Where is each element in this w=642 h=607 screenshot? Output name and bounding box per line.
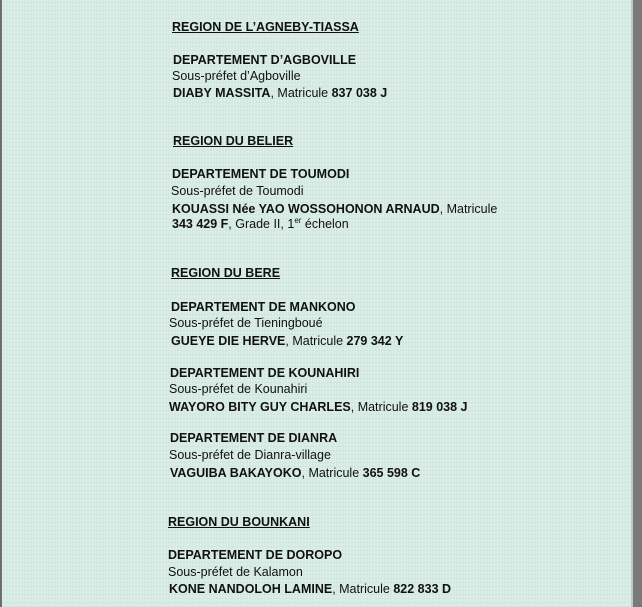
department-heading: DEPARTEMENT DE TOUMODI bbox=[172, 167, 350, 181]
region-heading: REGION DU BELIER bbox=[173, 134, 294, 148]
department-heading: DEPARTEMENT DE DIANRA bbox=[170, 431, 338, 445]
appointee-line bbox=[172, 202, 497, 217]
region-heading: REGION DE L’AGNEBY-TIASSA bbox=[172, 20, 359, 34]
matricule-number: 822 833 D bbox=[393, 582, 452, 596]
appointee-name: WAYORO BITY GUY CHARLES bbox=[169, 400, 351, 414]
document-content bbox=[2, 0, 631, 607]
department-heading: DEPARTEMENT DE KOUNAHIRI bbox=[170, 366, 360, 380]
department-heading: DEPARTEMENT DE DOROPO bbox=[168, 548, 343, 562]
viewer-scrollbar[interactable] bbox=[633, 0, 642, 607]
matricule-number: 279 342 Y bbox=[346, 334, 404, 348]
appointee-line bbox=[169, 400, 468, 415]
matricule-label: , Matricule bbox=[350, 400, 412, 414]
matricule-number: 365 598 C bbox=[362, 466, 421, 480]
grade-tail: échelon bbox=[301, 217, 349, 231]
post-title: Sous-préfet de Kounahiri bbox=[169, 382, 308, 396]
matricule-label: , Matricule bbox=[285, 334, 347, 348]
post-title: Sous-préfet de Dianra-village bbox=[169, 448, 331, 462]
appointee-name: KOUASSI Née YAO WOSSOHONON ARNAUD bbox=[172, 202, 440, 216]
appointee-name: KONE NANDOLOH LAMINE bbox=[169, 582, 333, 596]
grade-text: , Grade II, 1 bbox=[228, 217, 295, 231]
region-heading: REGION DU BERE bbox=[171, 266, 281, 280]
matricule-label: , Matricule bbox=[270, 86, 332, 100]
matricule-label: , Matricule bbox=[439, 202, 498, 216]
matricule-number: 819 038 J bbox=[411, 400, 468, 414]
appointee-line bbox=[170, 466, 420, 481]
post-title: Sous-préfet de Kalamon bbox=[168, 565, 303, 579]
appointee-line bbox=[171, 334, 403, 349]
post-title: Sous-préfet de Tieningboué bbox=[169, 316, 323, 330]
appointee-line bbox=[173, 86, 387, 101]
post-title: Sous-préfet d’Agboville bbox=[172, 69, 301, 83]
matricule-label: , Matricule bbox=[332, 582, 394, 596]
appointee-line bbox=[169, 582, 451, 597]
matricule-number: 837 038 J bbox=[331, 86, 388, 100]
post-title: Sous-préfet de Toumodi bbox=[171, 184, 304, 198]
region-heading: REGION DU BOUNKANI bbox=[168, 515, 310, 529]
document-page bbox=[2, 0, 633, 607]
matricule-number: 343 429 F bbox=[172, 217, 229, 231]
grade-superscript: er bbox=[294, 215, 302, 225]
appointee-name: DIABY MASSITA bbox=[173, 86, 271, 100]
appointee-name: VAGUIBA BAKAYOKO bbox=[170, 466, 302, 480]
appointee-grade-line bbox=[172, 217, 349, 232]
department-heading: DEPARTEMENT DE MANKONO bbox=[171, 300, 356, 314]
department-heading: DEPARTEMENT D’AGBOVILLE bbox=[173, 53, 357, 67]
matricule-label: , Matricule bbox=[301, 466, 363, 480]
appointee-name: GUEYE DIE HERVE bbox=[171, 334, 286, 348]
